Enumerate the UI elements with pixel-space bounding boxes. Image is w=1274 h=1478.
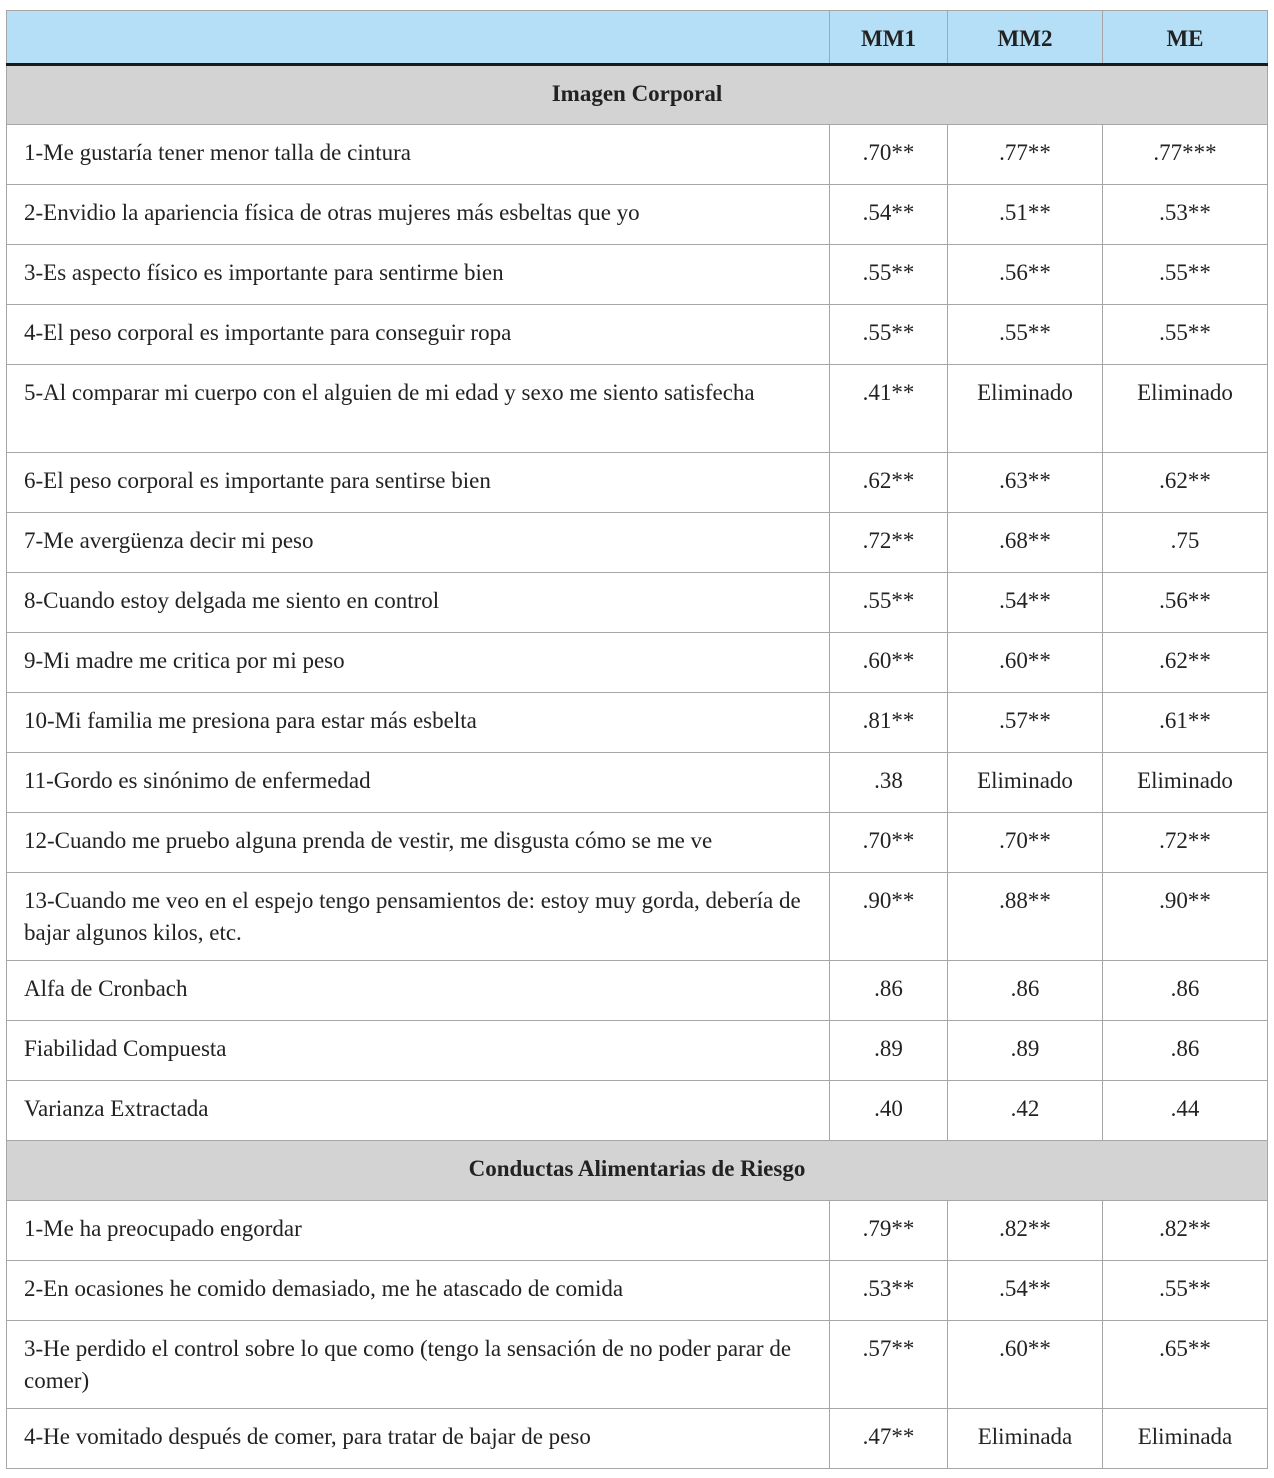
row-mm1: .41** [830,365,948,453]
row-me: Eliminada [1103,1409,1268,1469]
row-item: Fiabilidad Compuesta [7,1021,830,1081]
table-row [7,1321,1268,1409]
row-me: .62** [1103,633,1268,693]
row-me: .44 [1103,1081,1268,1141]
row-mm1: .55** [830,245,948,305]
row-item: Varianza Extractada [7,1081,830,1141]
table-row [7,1021,1268,1081]
row-me: .82** [1103,1201,1268,1261]
row-me: Eliminado [1103,753,1268,813]
row-me: .72** [1103,813,1268,873]
row-mm1: .89 [830,1021,948,1081]
row-item: 12-Cuando me pruebo alguna prenda de vestir, me disgusta cómo se me ve [7,813,830,873]
column-header-mm1: MM1 [830,11,948,65]
table-row [7,365,1268,453]
row-mm2: Eliminado [948,753,1103,813]
row-mm2: .54** [948,573,1103,633]
section-header-row [7,1141,1268,1201]
row-mm1: .86 [830,961,948,1021]
row-mm1: .60** [830,633,948,693]
column-header-mm2: MM2 [948,11,1103,65]
table-row [7,633,1268,693]
row-item: 6-El peso corporal es importante para sentirse bien [7,453,830,513]
section-title-imagen-corporal: Imagen Corporal [7,65,1268,125]
table-row [7,813,1268,873]
row-mm1: .53** [830,1261,948,1321]
row-mm2: .88** [948,873,1103,961]
row-mm2: .51** [948,185,1103,245]
column-header-me: ME [1103,11,1268,65]
row-item: 8-Cuando estoy delgada me siento en control [7,573,830,633]
row-mm2: .68** [948,513,1103,573]
row-me: .61** [1103,693,1268,753]
row-me: Eliminado [1103,365,1268,453]
row-item: 2-En ocasiones he comido demasiado, me he atascado de comida [7,1261,830,1321]
row-me: .65** [1103,1321,1268,1409]
row-item: 7-Me avergüenza decir mi peso [7,513,830,573]
row-me: .56** [1103,573,1268,633]
row-mm1: .90** [830,873,948,961]
table-row [7,1201,1268,1261]
table-row [7,125,1268,185]
row-item: 1-Me ha preocupado engordar [7,1201,830,1261]
row-me: .55** [1103,305,1268,365]
row-mm1: .47** [830,1409,948,1469]
row-item: 10-Mi familia me presiona para estar más esbelta [7,693,830,753]
row-mm2: .89 [948,1021,1103,1081]
section-header-row [7,65,1268,125]
row-me: .53** [1103,185,1268,245]
row-mm2: .70** [948,813,1103,873]
row-me: .75 [1103,513,1268,573]
row-mm1: .38 [830,753,948,813]
table-row [7,961,1268,1021]
row-mm1: .72** [830,513,948,573]
row-mm1: .79** [830,1201,948,1261]
row-mm2: Eliminada [948,1409,1103,1469]
row-item: 3-He perdido el control sobre lo que como (tengo la sensación de no poder parar de comer) [7,1321,830,1409]
row-mm2: .60** [948,1321,1103,1409]
row-mm1: .70** [830,125,948,185]
table-header-row [7,11,1268,65]
column-header-item [7,11,830,65]
table-row [7,305,1268,365]
row-item: 4-El peso corporal es importante para conseguir ropa [7,305,830,365]
row-mm1: .81** [830,693,948,753]
row-mm1: .55** [830,305,948,365]
row-mm2: .82** [948,1201,1103,1261]
row-me: .86 [1103,961,1268,1021]
row-mm2: .42 [948,1081,1103,1141]
table-row [7,693,1268,753]
row-mm2: .56** [948,245,1103,305]
row-mm2: .86 [948,961,1103,1021]
row-mm2: .54** [948,1261,1103,1321]
row-mm1: .57** [830,1321,948,1409]
row-me: .55** [1103,1261,1268,1321]
row-item: 11-Gordo es sinónimo de enfermedad [7,753,830,813]
row-me: .86 [1103,1021,1268,1081]
table-row [7,1081,1268,1141]
row-mm1: .62** [830,453,948,513]
row-me: .55** [1103,245,1268,305]
row-mm1: .55** [830,573,948,633]
row-me: .90** [1103,873,1268,961]
row-item: 13-Cuando me veo en el espejo tengo pensamientos de: estoy muy gorda, debería de bajar algunos kilos, etc. [7,873,830,961]
row-item: 9-Mi madre me critica por mi peso [7,633,830,693]
row-item: 3-Es aspecto físico es importante para sentirme bien [7,245,830,305]
results-table [6,10,1268,1469]
row-mm1: .40 [830,1081,948,1141]
row-mm2: .57** [948,693,1103,753]
results-table-container [6,10,1267,1469]
row-mm2: .63** [948,453,1103,513]
row-me: .62** [1103,453,1268,513]
table-row [7,513,1268,573]
row-item: 1-Me gustaría tener menor talla de cintura [7,125,830,185]
row-item: Alfa de Cronbach [7,961,830,1021]
table-row [7,873,1268,961]
table-row [7,1409,1268,1469]
table-row [7,453,1268,513]
row-item: 2-Envidio la apariencia física de otras mujeres más esbeltas que yo [7,185,830,245]
row-mm2: .60** [948,633,1103,693]
table-row [7,185,1268,245]
table-row [7,753,1268,813]
table-row [7,1261,1268,1321]
row-mm2: Eliminado [948,365,1103,453]
section-title-conductas-alimentarias: Conductas Alimentarias de Riesgo [7,1141,1268,1201]
table-row [7,245,1268,305]
row-me: .77*** [1103,125,1268,185]
row-mm1: .70** [830,813,948,873]
row-item: 4-He vomitado después de comer, para tratar de bajar de peso [7,1409,830,1469]
row-mm2: .77** [948,125,1103,185]
table-row [7,573,1268,633]
row-mm1: .54** [830,185,948,245]
row-item: 5-Al comparar mi cuerpo con el alguien de mi edad y sexo me siento satisfecha [7,365,830,453]
row-mm2: .55** [948,305,1103,365]
